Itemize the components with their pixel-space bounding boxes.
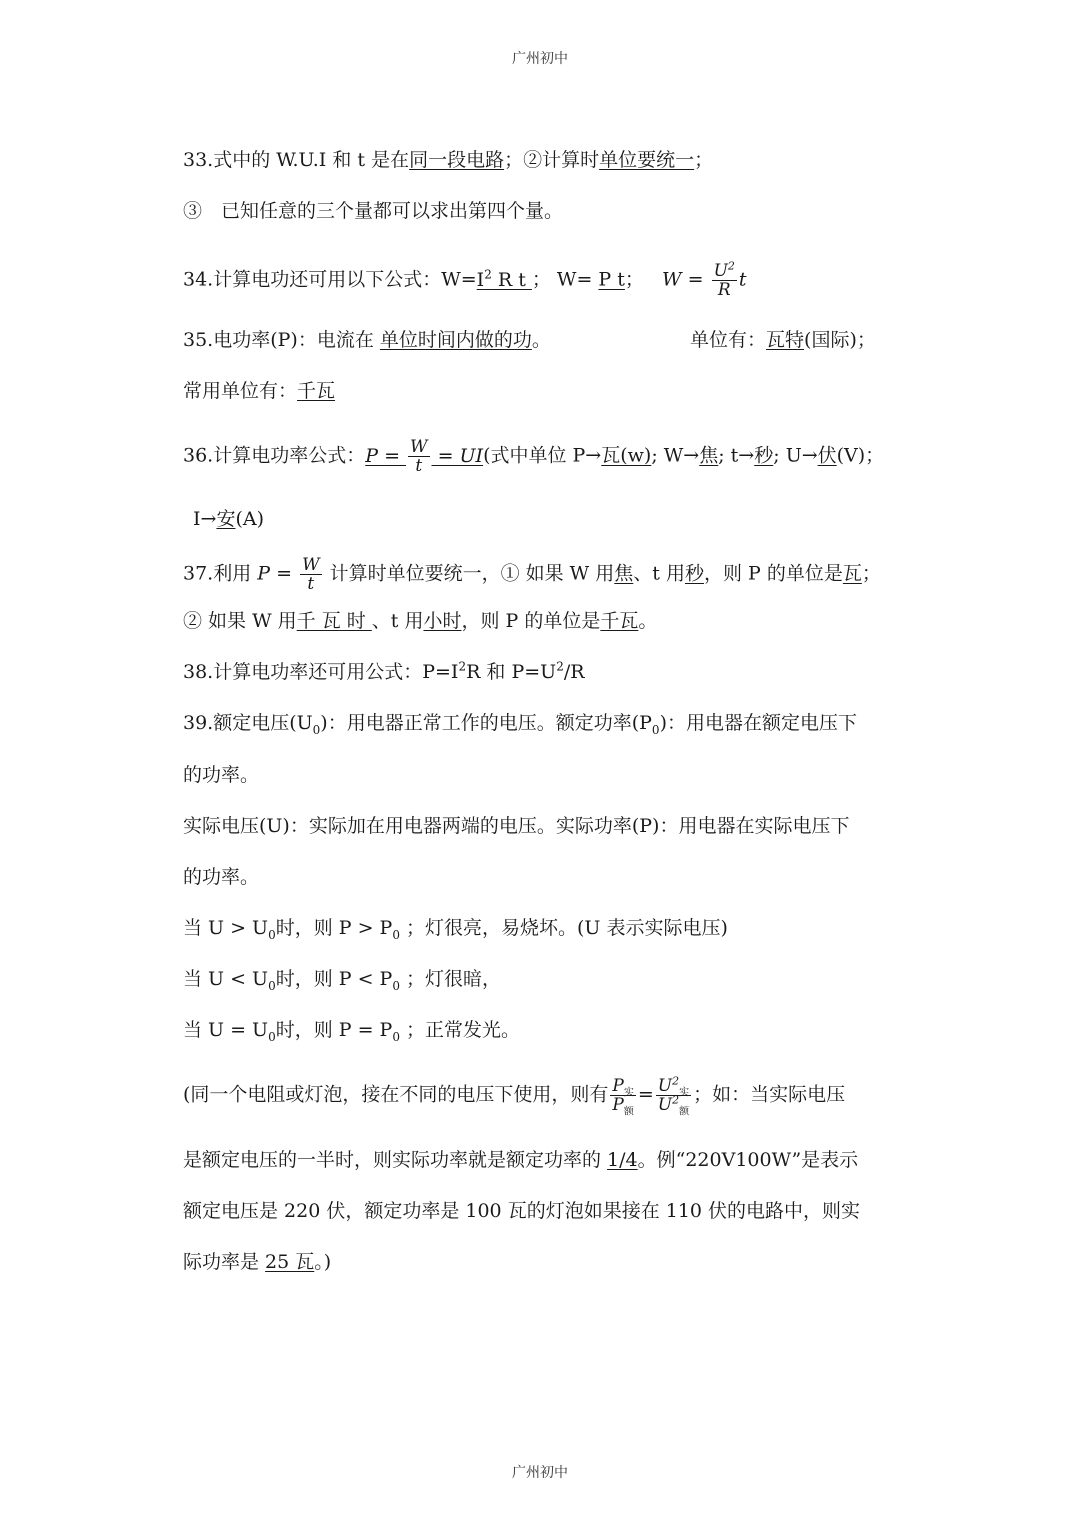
underlined-term: 焦 <box>614 562 634 585</box>
equals: = <box>637 1083 654 1106</box>
text: (式中单位 P→ <box>483 444 602 467</box>
text: ； <box>694 149 714 171</box>
fraction-u-ratio: $\frac{U^2_实}{U^2_额}$ <box>657 1074 690 1118</box>
underlined-formula: P = $\frac{W}{t}$ = UI <box>365 437 484 476</box>
underlined-term: 秒 <box>754 444 774 467</box>
underlined-formula: $I^2$ R t <box>476 267 532 291</box>
equals: = <box>276 562 293 585</box>
underlined-term: 单位时间内做的功 <box>379 329 532 351</box>
item-38: 38.计算电功率还可用公式：$P=I^2R$ 和 $P=U^2/R$ <box>183 659 585 683</box>
underlined-term: 伏 <box>817 444 837 467</box>
text: ; U→ <box>773 444 818 467</box>
underlined-term: 千瓦 <box>297 380 336 402</box>
text: 36.计算电功率公式： <box>183 444 366 467</box>
text: ② 如果 W 用 <box>183 610 297 632</box>
underlined-term: 千瓦 <box>600 610 639 632</box>
text: (国际)； <box>804 329 876 351</box>
text: ； <box>861 562 881 585</box>
fraction-w-over-t: $\frac{W}{t}$ <box>410 437 428 476</box>
underlined-formula: P t <box>598 268 625 291</box>
item-39-line2: 的功率。 <box>183 764 260 786</box>
item-36-line2 <box>193 506 264 532</box>
text: ；如：当实际电压 <box>693 1083 846 1106</box>
formula-p: P <box>257 562 271 585</box>
underlined-term: 安 <box>216 508 236 530</box>
actual-voltage-line2: 的功率。 <box>183 866 260 888</box>
text: 34.计算电功还可用以下公式：W= <box>183 268 477 291</box>
fraction-u2-over-r: $\frac{U^2}{R}$ <box>713 259 735 300</box>
underlined-term: 瓦(w) <box>601 444 652 467</box>
underlined-term: 秒 <box>684 562 704 585</box>
underlined-term: 同一段电路 <box>409 149 505 171</box>
text: (A) <box>235 508 264 530</box>
formula-t: t <box>738 268 747 291</box>
case-greater: 当 $U > U_0$时，则 $P > P_0$ ；灯很亮，易烧坏。(U 表示实际电压) <box>183 917 728 942</box>
item-35-line2 <box>183 378 335 404</box>
text: 单位有： <box>690 329 767 351</box>
text: 33.式中的 W.U.I 和 t 是在 <box>183 149 410 171</box>
text: 。) <box>314 1251 332 1273</box>
underlined-term: 单位要统一 <box>599 149 695 171</box>
text: ; W→ <box>651 444 700 467</box>
text: (V)； <box>836 444 885 467</box>
page-footer: 广州初中 <box>512 1465 568 1481</box>
text: 是额定电压的一半时，则实际功率就是额定功率的 <box>183 1149 608 1171</box>
underlined-term: 小时 <box>423 610 462 632</box>
text: 、t 用 <box>371 610 424 632</box>
actual-voltage-line1: 实际电压(U)：实际加在用电器两端的电压。实际功率(P)：用电器在实际电压下 <box>183 815 850 837</box>
formula-w: W <box>662 268 682 291</box>
item-37-line1 <box>183 556 881 593</box>
item-33-line2 <box>183 198 563 224</box>
text: 35.电功率(P)：电流在 <box>183 329 380 351</box>
text: ，则 P 的单位是 <box>461 610 601 632</box>
case-less: 当 $U < U_0$时，则 $P < P_0$ ；灯很暗， <box>183 968 502 993</box>
text: 际功率是 <box>183 1251 266 1273</box>
text: (同一个电阻或灯泡，接在不同的电压下使用，则有 <box>183 1083 609 1106</box>
fraction-p-ratio: $\frac{P_实}{P_额}$ <box>612 1076 634 1118</box>
underlined-term: 千 瓦 时 <box>296 610 372 632</box>
text: ；②计算时 <box>504 149 600 171</box>
item-35-line1 <box>183 327 551 353</box>
page-header: 广州初中 <box>512 51 568 67</box>
item-37-line2 <box>183 608 657 634</box>
ratio-line4 <box>183 1249 331 1275</box>
equals: = <box>687 268 704 291</box>
ratio-line1 <box>183 1074 846 1118</box>
item-39-line1: 39.额定电压$(U_0)$：用电器正常工作的电压。额定功率$(P_0)$：用电器在额定电压下 <box>183 712 857 737</box>
item-36-line1 <box>183 438 884 475</box>
text: 、t 用 <box>633 562 685 585</box>
underlined-term: 瓦特 <box>766 329 805 351</box>
ratio-line2 <box>183 1147 858 1173</box>
item-35-units <box>690 327 876 353</box>
underlined-term: 瓦 <box>842 562 862 585</box>
text: 。 <box>638 610 658 632</box>
text: ； <box>624 268 644 291</box>
underlined-term: 25 瓦 <box>265 1251 315 1273</box>
text: I→ <box>193 508 217 530</box>
case-equal: 当 $U = U_0$时，则 $P = P_0$ ；正常发光。 <box>183 1019 521 1044</box>
text: 37.利用 <box>183 562 258 585</box>
fraction-w-over-t: $\frac{W}{t}$ <box>302 555 320 594</box>
text: ③ 已知任意的三个量都可以求出第四个量。 <box>183 200 564 222</box>
item-33-line1 <box>183 147 713 173</box>
text: 计算时单位要统一，① 如果 W 用 <box>323 562 615 585</box>
item-34 <box>183 259 747 300</box>
text: 常用单位有： <box>183 380 298 402</box>
underlined-term: 1/4 <box>607 1149 638 1171</box>
text: 。 <box>531 329 551 351</box>
text: ，则 P 的单位是 <box>703 562 843 585</box>
text: ； W= <box>531 268 599 291</box>
ratio-line3: 额定电压是 220 伏，额定功率是 100 瓦的灯泡如果接在 110 伏的电路中，则实 <box>183 1200 861 1222</box>
underlined-term: 焦 <box>699 444 719 467</box>
text: 。例“220V100W”是表示 <box>637 1149 859 1171</box>
text: ; t→ <box>718 444 755 467</box>
